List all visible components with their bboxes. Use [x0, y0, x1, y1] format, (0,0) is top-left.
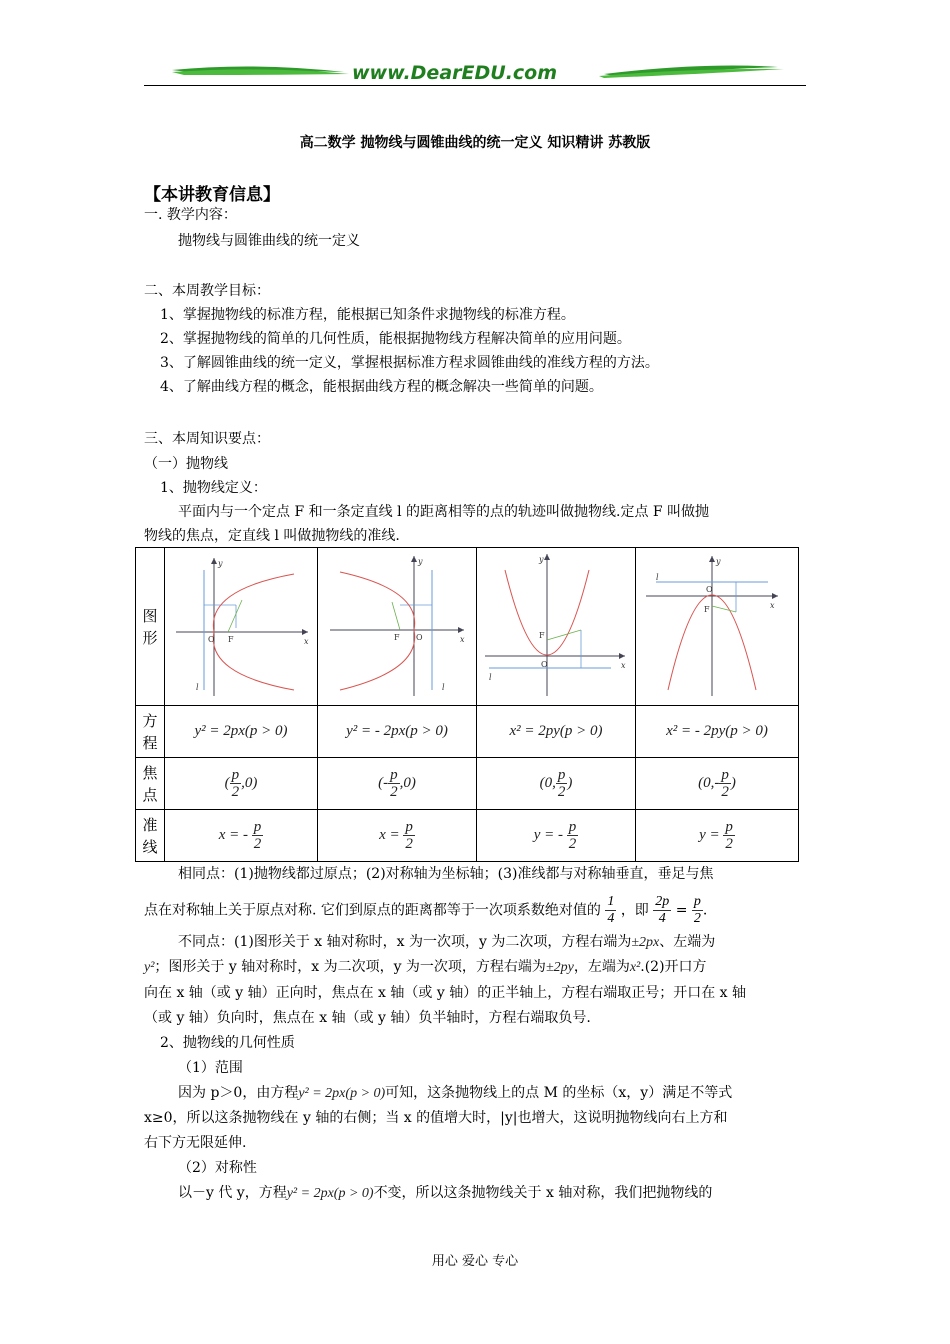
def-line-2: 物线的焦点，定直线 l 叫做抛物线的准线.: [144, 528, 400, 544]
s1-body: 抛物线与圆锥曲线的统一定义: [178, 233, 360, 249]
graph-left-opening: [322, 550, 472, 700]
svg-text:x: x: [770, 600, 775, 610]
svg-text:F: F: [539, 630, 545, 640]
svg-text:l: l: [442, 682, 445, 692]
range-line-3: 右下方无限延伸.: [144, 1135, 247, 1151]
svg-text:O: O: [416, 632, 423, 642]
focus-cell: (- $\frac{p}{2}$ ,0): [318, 758, 477, 810]
fraction-one-quarter: $\frac{1}{4}$: [607, 894, 615, 926]
diff-line-3: 向在 x 轴（或 y 轴）正向时，焦点在 x 轴（或 y 轴）的正半轴上，方程右端取正号；开口在 x 轴: [144, 985, 747, 1001]
diff-line-2: y²；图形关于 y 轴对称时，x 为二次项，y 为一次项，方程右端为±2py，左端为x².(2)开口方: [144, 959, 707, 975]
section-heading: 【本讲教育信息】: [144, 185, 280, 205]
s3-heading: 三、本周知识要点：: [144, 431, 270, 447]
range-line-2: x≥0，所以这条抛物线在 y 轴的右侧；当 x 的值增大时，|y|也增大，这说明抛物线向右上方和: [144, 1110, 728, 1126]
svg-text:O: O: [706, 584, 713, 594]
equation-cell: x² = 2py(p > 0): [477, 706, 636, 758]
directrix-cell: y = - $\frac{p}{2}$: [477, 810, 636, 862]
svg-text:y: y: [716, 556, 721, 566]
sub1-heading: （一）抛物线: [144, 456, 228, 472]
graph-down-opening: [642, 550, 792, 700]
graph-cell-left: [318, 548, 477, 706]
graph-cell-down: [636, 548, 799, 706]
equation-cell: y² = 2px(p > 0): [165, 706, 318, 758]
svg-text:O: O: [208, 634, 215, 644]
directrix-cell: x = - $\frac{p}{2}$: [165, 810, 318, 862]
row-label-focus: 焦点: [136, 758, 165, 810]
graph-up-opening: [481, 550, 631, 700]
page-footer: 用心 爱心 专心: [431, 1254, 519, 1269]
directrix-cell: x = $\frac{p}{2}$: [318, 810, 477, 862]
diff-line-1: 不同点：(1)图形关于 x 轴对称时，x 为一次项，y 为二次项，方程右端为±2px、左端为: [178, 934, 716, 950]
parabola-table: [135, 547, 799, 862]
goal-4: 4、了解曲线方程的概念，能根据曲线方程的概念解决一些简单的问题。: [160, 379, 603, 395]
s2-heading: 二、本周教学目标：: [144, 283, 270, 299]
directrix-cell: y = $\frac{p}{2}$: [636, 810, 799, 862]
s1-heading: 一. 教学内容：: [144, 207, 237, 223]
graph-right-opening: [166, 550, 316, 700]
svg-text:O: O: [541, 659, 548, 669]
svg-text:F: F: [704, 604, 710, 614]
svg-text:y: y: [418, 556, 423, 566]
range-heading: （1）范围: [178, 1060, 243, 1076]
svg-text:l: l: [196, 682, 199, 692]
equation-cell: x² = - 2py(p > 0): [636, 706, 799, 758]
svg-text:x: x: [621, 660, 626, 670]
goal-1: 1、掌握抛物线的标准方程，能根据已知条件求抛物线的标准方程。: [160, 307, 575, 323]
equation-cell: y² = - 2px(p > 0): [318, 706, 477, 758]
diff-line-4: （或 y 轴）负向时，焦点在 x 轴（或 y 轴）负半轴时，方程右端取负号.: [144, 1010, 591, 1026]
sym-line-1: 以－y 代 y，方程y² = 2px(p > 0)不变，所以这条抛物线关于 x 轴对称，我们把抛物线的: [178, 1185, 713, 1201]
directrix-row: [136, 810, 799, 862]
svg-text:x: x: [460, 634, 465, 644]
geo-heading: 2、抛物线的几何性质: [160, 1035, 295, 1051]
page-title: 高二数学 抛物线与圆锥曲线的统一定义 知识精讲 苏教版: [299, 135, 651, 151]
fraction-2p-over-4: $\frac{2p}{4}$: [655, 894, 670, 926]
focus-cell: (0,- $\frac{p}{2}$ ): [636, 758, 799, 810]
svg-text:l: l: [656, 572, 659, 582]
graph-cell-up: [477, 548, 636, 706]
svg-text:x: x: [304, 636, 309, 646]
focus-cell: (0, $\frac{p}{2}$ ): [477, 758, 636, 810]
goal-3: 3、了解圆锥曲线的统一定义，掌握根据标准方程求圆锥曲线的准线方程的方法。: [160, 355, 659, 371]
header-rule: [144, 85, 806, 86]
svg-text:F: F: [394, 632, 400, 642]
focus-cell: ( $\frac{p}{2}$ ,0): [165, 758, 318, 810]
svg-text:F: F: [228, 634, 234, 644]
focus-row: [136, 758, 799, 810]
same-line-2: 点在对称轴上关于原点对称. 它们到原点的距离都等于一次项系数绝对值的 $\frac{1}{4}$ ，即 $\frac{2p}{4}$ = $\frac{p}{2}$ .: [144, 894, 708, 926]
range-line-1: 因为 p＞0，由方程y² = 2px(p > 0)可知，这条抛物线上的点 M 的坐标（x，y）满足不等式: [178, 1085, 733, 1101]
graph-row: [136, 548, 799, 706]
equation-row: [136, 706, 799, 758]
row-label-equation: 方程: [136, 706, 165, 758]
def-heading: 1、抛物线定义：: [160, 480, 267, 496]
row-label-graph: 图形: [136, 548, 165, 706]
svg-text:l: l: [489, 672, 492, 682]
def-line-1: 平面内与一个定点 F 和一条定直线 l 的距离相等的点的轨迹叫做抛物线.定点 F 叫做抛: [178, 504, 710, 520]
svg-text:y: y: [218, 558, 223, 568]
header-banner: [144, 58, 806, 88]
graph-cell-right: [165, 548, 318, 706]
fraction-p-over-2: $\frac{p}{2}$: [693, 894, 701, 926]
goal-2: 2、掌握抛物线的简单的几何性质，能根据抛物线方程解决简单的应用问题。: [160, 331, 631, 347]
row-label-directrix: 准线: [136, 810, 165, 862]
sym-heading: （2）对称性: [178, 1160, 257, 1176]
same-line-1: 相同点：(1)抛物线都过原点；(2)对称轴为坐标轴；(3)准线都与对称轴垂直，垂足与焦: [178, 866, 714, 882]
site-logo-text: www.DearEDU.com: [352, 62, 558, 84]
svg-text:y: y: [539, 554, 544, 564]
